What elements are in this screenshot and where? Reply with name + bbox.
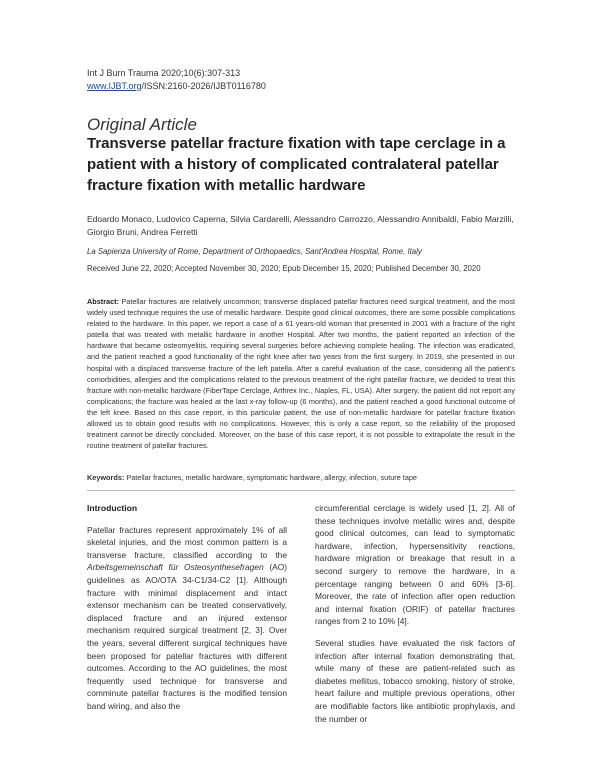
article-type: Original Article xyxy=(87,115,197,134)
intro-paragraph-1-continued: circumferential cerclage is widely used [1, 2]. All of these techniques involve metallic wires and, despite good clinical outcomes, can lead to symptomatic hardware, infection, hypersensitivity reactions, hardware migration or breakage that result in a second surgery to remove the hardware, in a percentage ranging between 0 and 60% [3-6]. Moreover, the rate of infection after open reduction and internal fixation (ORIF) of patellar fractures ranges from 2 to 10% [4]. xyxy=(315,503,515,627)
intro-paragraph-1 xyxy=(87,524,287,713)
journal-issn: /ISSN:2160-2026/IJBT0116780 xyxy=(141,81,266,91)
journal-links xyxy=(87,80,266,93)
paper-title: Transverse patellar fracture fixation with tape cerclage in a patient with a history of complicated contralateral patellar fracture fixation with metallic hardware xyxy=(87,135,506,194)
affiliation: La Sapienza University of Rome, Department of Orthopaedics, Sant'Andrea Hospital, Rome, Italy xyxy=(87,247,422,256)
abstract-label: Abstract: xyxy=(87,297,120,306)
author-list: Edoardo Monaco, Ludovico Caperna, Silvia Cardarelli, Alessandro Carrozzo, Alessandro Annibaldi, Fabio Marzilli, Giorgio Bruni, Andrea Ferretti xyxy=(87,214,514,237)
publication-dates: Received June 22, 2020; Accepted November 30, 2020; Epub December 15, 2020; Published December 30, 2020 xyxy=(87,264,481,273)
body-column-left xyxy=(87,502,287,722)
intro-p1-italic-term: Arbeitsgemeinschaft für Osteosynthesefragen xyxy=(87,562,264,573)
abstract-text: Patellar fractures are relatively uncommon; transverse displaced patellar fractures need surgical treatment, and the most widely used technique requires the use of metallic hardware. Despite good clinical outcomes, there are some possible complications related to the hardware. In this paper, we report a case of a 61 years-old woman that presented in 2001 with a fracture of the right patella that was treated with metallic hardware in another Hospital. After two months, the patient reported an infection of the hardware that became osteomyelitis, requiring several surgeries before achieving complete healing. The infection was eradicated, and the patient reached a good functionality of the right knee after two years from the first surgery. In 2019, she presented in our hospital with a displaced transverse fracture of the left patella. After a careful evaluation of the case, considering all the patient's comorbidities, allergies and the complications related to the previous treatment of the right patellar fracture, we decided to treat this fracture with non-metallic hardware (FiberTape Cerclage, Arthrex Inc., Naples, FL, USA). After surgery, the patient did not report any complications; the fracture was healed at the last x-ray follow-up (6 months), and the patient reached a good functional outcome of the left knee. Based on this case report, in this particular patient, the use of non-metallic hardware for patellar fracture fixation allowed us to obtain good results with no complications. However, this is only a case report, so the reliability of the proposed treatment cannot be directly concluded. Moreover, on the base of this case report, it is not possible to extrapolate the result in the routine treatment of patellar fractures. xyxy=(87,297,515,451)
keywords-label: Keywords: xyxy=(87,473,125,482)
intro-paragraph-2: Several studies have evaluated the risk factors of infection after internal fixation demonstrating that, while many of these are patient-related such as diabetes mellitus, tobacco smoking, history of stroke, heart failure and multiple previous operations, other are modifiable factors like antibiotic prophylaxis, and the number or xyxy=(315,637,515,724)
abstract xyxy=(87,296,515,451)
section-heading-introduction: Introduction xyxy=(87,503,138,513)
keywords xyxy=(87,473,515,482)
intro-p1-text-b: (AO) guidelines as AO/OTA 34-C1/34-C2 [1]. Although fracture with minimal displacement and intact extensor mechanism can be treated conservatively, displaced fracture and an injured extensor mechanism required surgical treatment [2, 3]. Over the years, several different surgical techniques have been proposed for patellar fractures with different outcomes. According to the AO guidelines, the most frequently used technique for transverse and comminute patellar fractures is the modified tension band wiring, and also the xyxy=(87,562,287,711)
journal-url-link[interactable]: www.IJBT.org xyxy=(87,81,142,91)
journal-reference: Int J Burn Trauma 2020;10(6):307-313 xyxy=(87,68,241,78)
intro-p1-text-a: Patellar fractures represent approximately 1% of all skeletal injuries, and the most common pattern is a transverse fracture, classified according to the xyxy=(87,524,287,560)
section-divider xyxy=(87,490,515,491)
keywords-text: Patellar fractures, metallic hardware, symptomatic hardware, allergy, infection, suture tape xyxy=(126,473,417,482)
body-column-right xyxy=(315,502,515,734)
journal-header xyxy=(87,67,266,93)
